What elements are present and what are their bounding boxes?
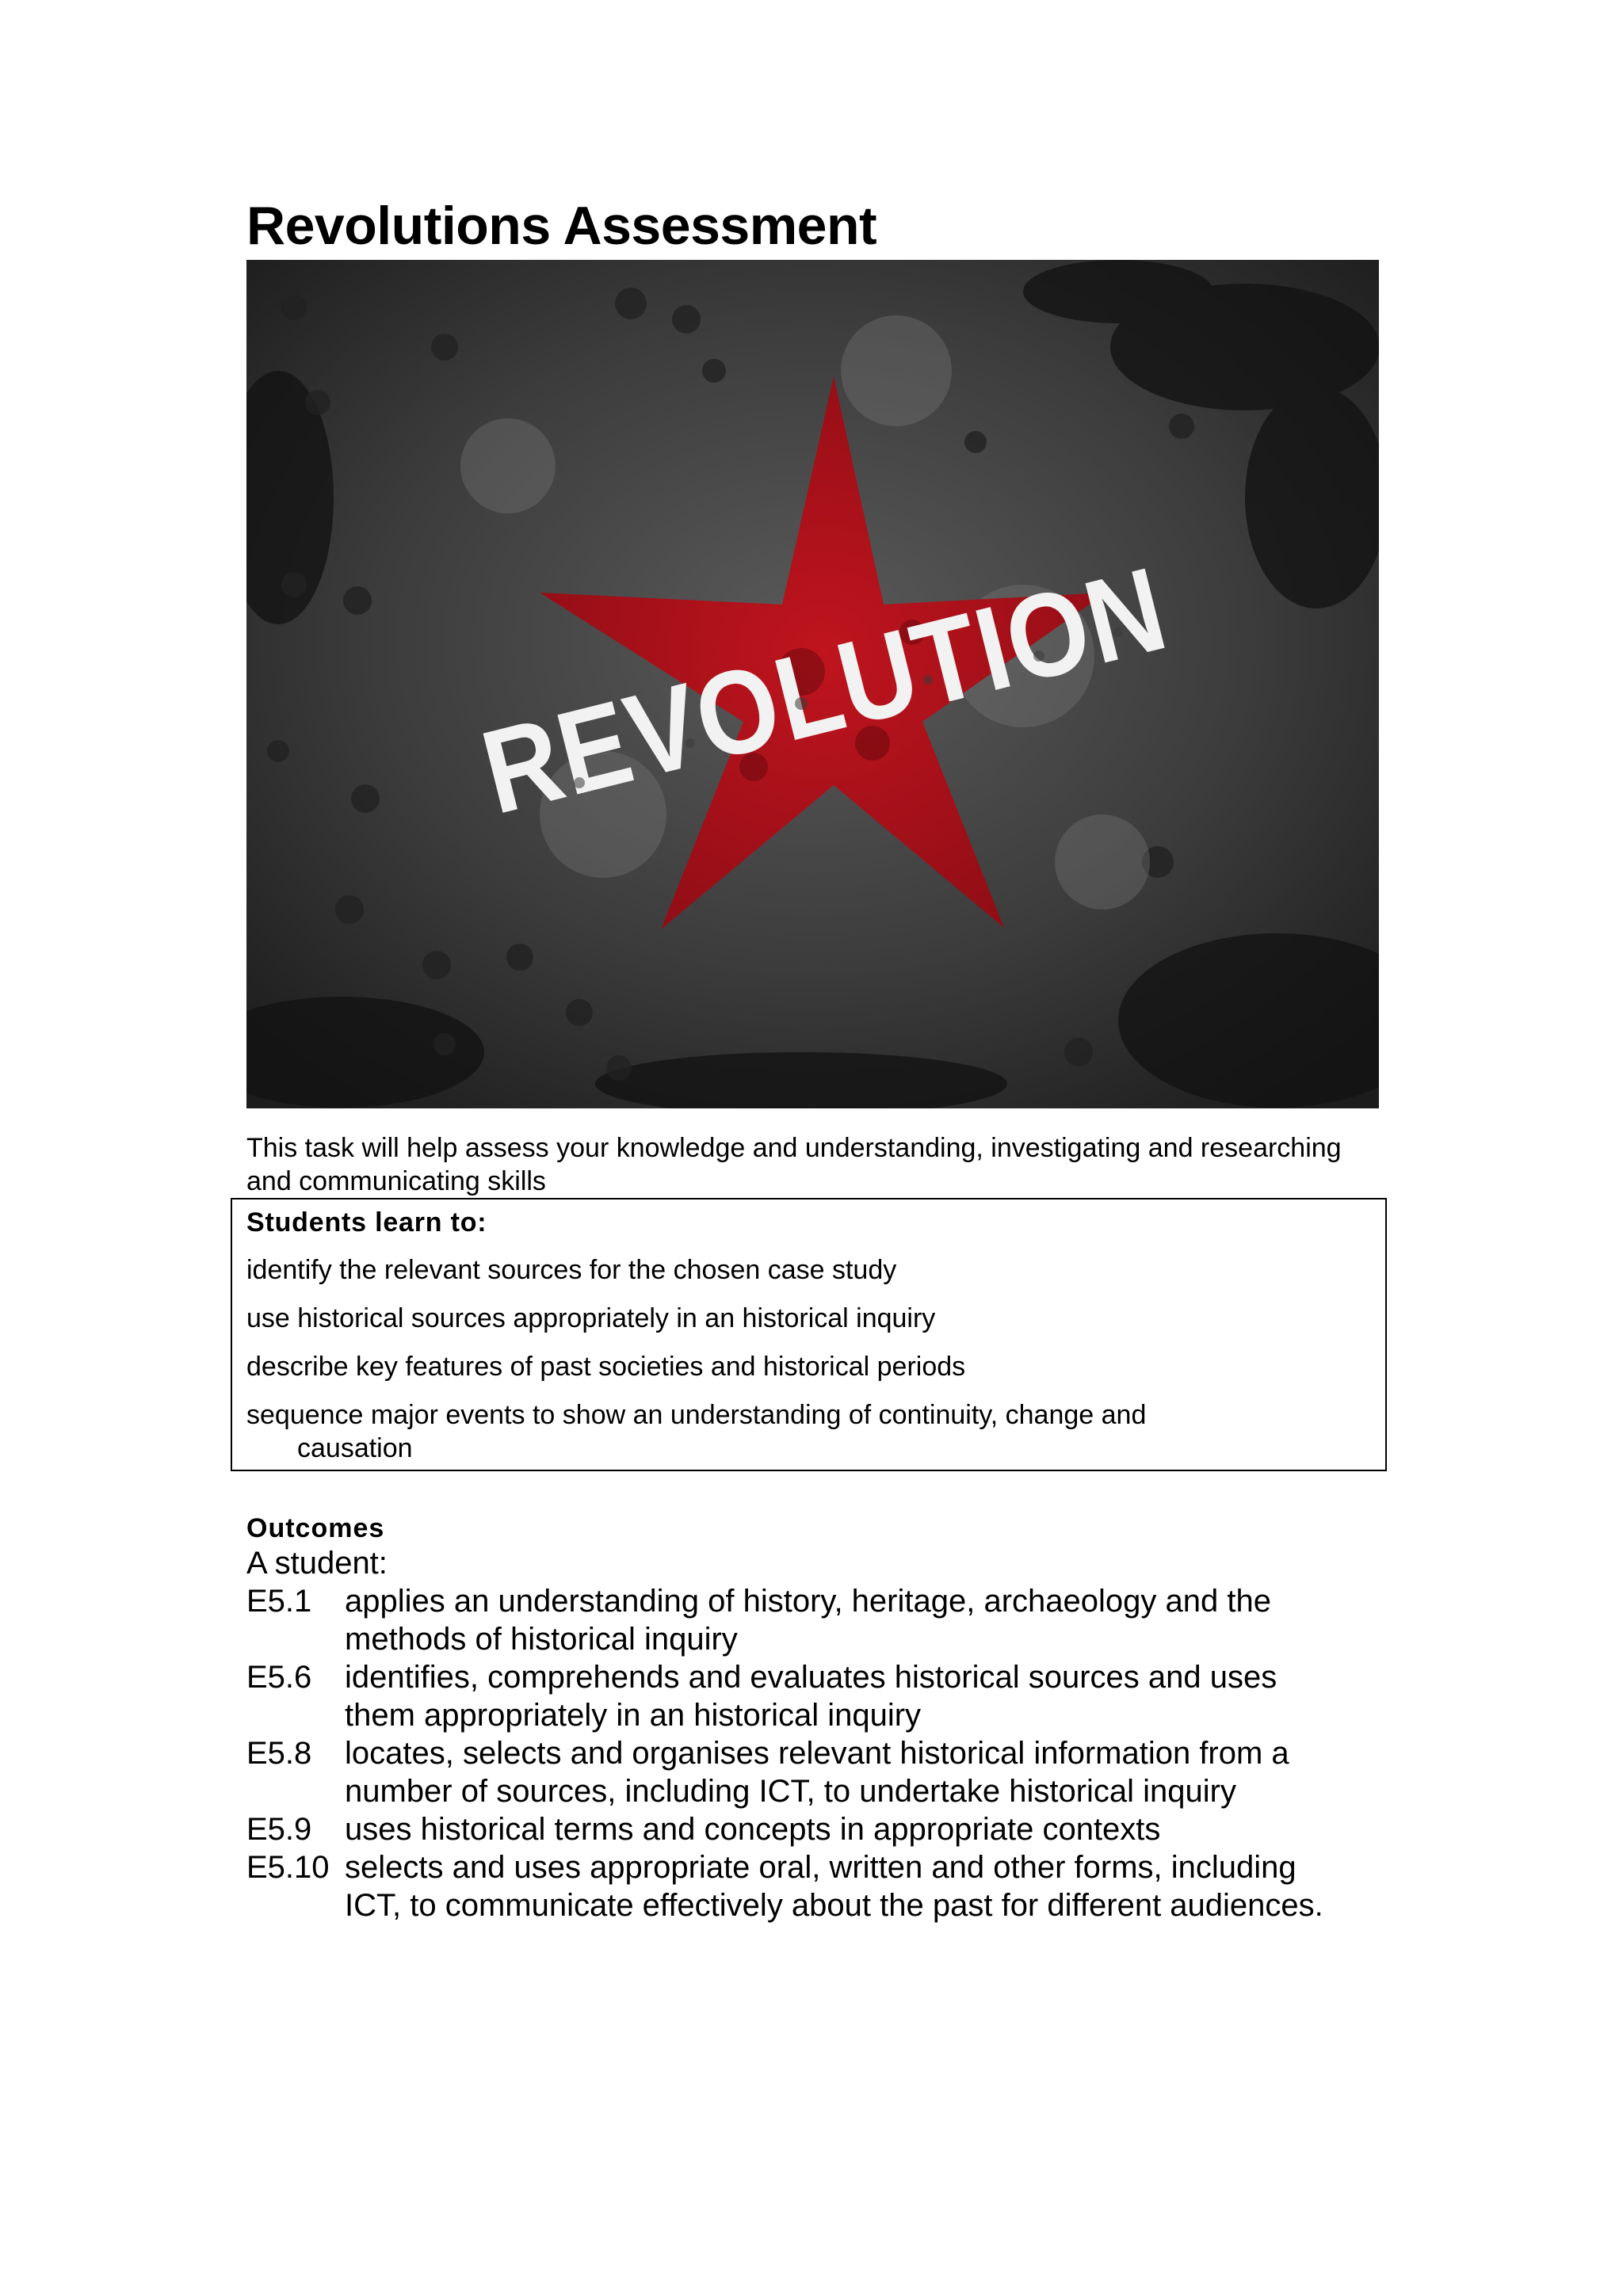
student-label: A student: xyxy=(246,1546,388,1581)
revolution-star-graphic xyxy=(246,260,1379,1108)
learn-item-text: sequence major events to show an understanding of continuity, change and xyxy=(246,1400,1147,1430)
learn-item-text: use historical sources appropriately in an historical inquiry xyxy=(246,1303,936,1333)
outcome-text-continued: them appropriately in an historical inquiry xyxy=(345,1698,922,1733)
outcome-code: E5.1 xyxy=(246,1584,312,1619)
intro-text: This task will help assess your knowledge and understanding, investigating and researching and communicating skills xyxy=(246,1133,1342,1196)
outcome-code: E5.10 xyxy=(246,1850,330,1885)
outcome-code: E5.9 xyxy=(246,1812,312,1847)
outcome-text: applies an understanding of history, heritage, archaeology and the xyxy=(345,1584,1271,1619)
outcome-text: locates, selects and organises relevant historical information from a xyxy=(345,1736,1289,1771)
revolution-hero-image xyxy=(246,260,1379,1108)
outcome-code: E5.8 xyxy=(246,1736,312,1771)
learn-item-text: identify the relevant sources for the chosen case study xyxy=(246,1255,897,1285)
learn-item xyxy=(246,1398,1356,1465)
outcome-text: selects and uses appropriate oral, written and other forms, including xyxy=(345,1850,1296,1885)
outcomes-heading: Outcomes xyxy=(246,1513,385,1543)
outcome-code: E5.6 xyxy=(246,1660,312,1695)
outcome-text-continued: number of sources, including ICT, to undertake historical inquiry xyxy=(345,1774,1236,1809)
learn-item-text: describe key features of past societies and historical periods xyxy=(246,1352,966,1382)
learn-item xyxy=(246,1253,1356,1287)
outcome-text: uses historical terms and concepts in appropriate contexts xyxy=(345,1812,1161,1847)
outcome-text-continued: ICT, to communicate effectively about the past for different audiences. xyxy=(345,1888,1323,1923)
outcome-text-continued: methods of historical inquiry xyxy=(345,1622,738,1657)
learn-heading: Students learn to: xyxy=(246,1207,487,1238)
revolution-lettering: REVOLUTION xyxy=(470,517,1274,840)
page-title: Revolutions Assessment xyxy=(246,196,877,256)
learn-item-continuation: causation xyxy=(297,1433,413,1463)
learn-item xyxy=(246,1302,1356,1335)
outcome-text: identifies, comprehends and evaluates historical sources and uses xyxy=(345,1660,1277,1695)
learn-item xyxy=(246,1350,1356,1383)
students-learn-box xyxy=(231,1198,1387,1471)
